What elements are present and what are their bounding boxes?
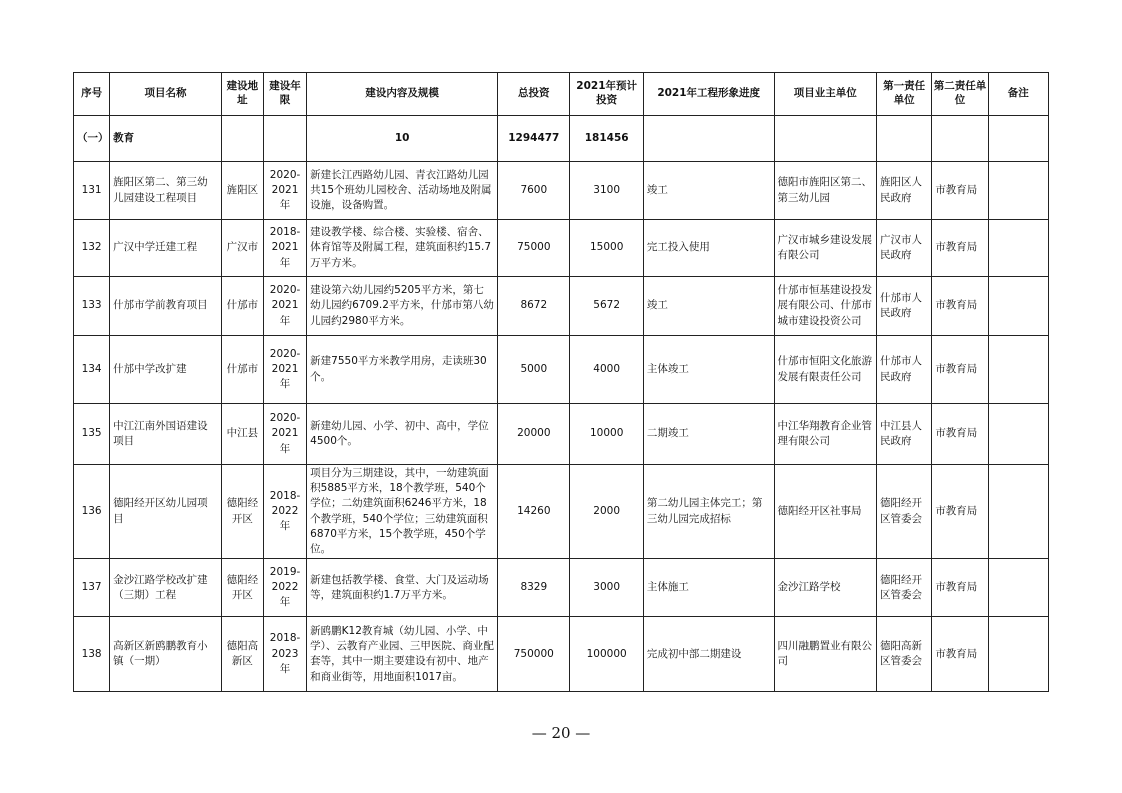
cell-resp2: 市教育局 (932, 277, 988, 336)
cell-plan2021: 100000 (570, 617, 643, 692)
table-row (74, 162, 1049, 220)
cell-plan2021: 3000 (570, 559, 643, 617)
section-row (74, 116, 1049, 162)
cell-name: 什邡市学前教育项目 (110, 277, 222, 336)
section-count: 10 (307, 116, 498, 162)
cell-content: 新建包括教学楼、食堂、大门及运动场等，建筑面积约1.7万平方米。 (307, 559, 498, 617)
cell-seq: 134 (74, 336, 110, 404)
cell-resp1: 德阳经开区管委会 (877, 465, 932, 559)
cell-resp2: 市教育局 (932, 559, 988, 617)
header-plan2021: 2021年预计投资 (570, 73, 643, 116)
cell-remark (988, 617, 1048, 692)
cell-period: 2018-2021年 (263, 220, 306, 277)
header-resp1: 第一责任单位 (877, 73, 932, 116)
cell-resp2: 市教育局 (932, 336, 988, 404)
cell-resp1: 广汉市人民政府 (877, 220, 932, 277)
cell-owner: 广汉市城乡建设发展有限公司 (774, 220, 877, 277)
cell-plan2021: 10000 (570, 404, 643, 465)
cell-remark (988, 336, 1048, 404)
cell-seq: 137 (74, 559, 110, 617)
cell-location: 德阳经开区 (221, 559, 263, 617)
cell-location: 什邡市 (221, 336, 263, 404)
table-row (74, 220, 1049, 277)
cell-progress: 竣工 (643, 277, 774, 336)
cell-location: 广汉市 (221, 220, 263, 277)
cell-location: 什邡市 (221, 277, 263, 336)
table-row (74, 277, 1049, 336)
cell-progress: 第二幼儿园主体完工；第三幼儿园完成招标 (643, 465, 774, 559)
header-row (74, 73, 1049, 116)
cell-owner: 什邡市恒基建设投发展有限公司、什邡市城市建设投资公司 (774, 277, 877, 336)
cell-period: 2020-2021年 (263, 277, 306, 336)
header-remark: 备注 (988, 73, 1048, 116)
cell-total: 5000 (498, 336, 570, 404)
cell-name: 高新区新鸥鹏教育小镇（一期） (110, 617, 222, 692)
cell-owner: 中江华翔教育企业管理有限公司 (774, 404, 877, 465)
cell-location: 德阳经开区 (221, 465, 263, 559)
cell-total: 7600 (498, 162, 570, 220)
cell-owner: 什邡市恒阳文化旅游发展有限责任公司 (774, 336, 877, 404)
header-progress: 2021年工程形象进度 (643, 73, 774, 116)
cell-name: 德阳经开区幼儿园项目 (110, 465, 222, 559)
cell-name: 旌阳区第二、第三幼儿园建设工程项目 (110, 162, 222, 220)
cell-seq: 132 (74, 220, 110, 277)
cell-total: 8329 (498, 559, 570, 617)
header-name: 项目名称 (110, 73, 222, 116)
cell-content: 新鸥鹏K12教育城（幼儿园、小学、中学）、云教育产业园、三甲医院、商业配套等，其中一期主要建设有初中、地产和商业街等，用地面积1017亩。 (307, 617, 498, 692)
cell-resp2: 市教育局 (932, 404, 988, 465)
cell-remark (988, 465, 1048, 559)
cell-seq: 136 (74, 465, 110, 559)
cell-remark (988, 220, 1048, 277)
header-content: 建设内容及规模 (307, 73, 498, 116)
section-seq: （一） (74, 116, 110, 162)
cell-content: 新建长江西路幼儿园、青衣江路幼儿园共15个班幼儿园校舍、活动场地及附属设施，设备购置。 (307, 162, 498, 220)
cell-resp1: 德阳高新区管委会 (877, 617, 932, 692)
cell-progress: 二期竣工 (643, 404, 774, 465)
cell-remark (988, 559, 1048, 617)
cell-name: 金沙江路学校改扩建（三期）工程 (110, 559, 222, 617)
header-resp2: 第二责任单位 (932, 73, 988, 116)
data-rows (74, 162, 1049, 692)
header-seq: 序号 (74, 73, 110, 116)
cell-remark (988, 162, 1048, 220)
page-number: — 20 — (531, 724, 591, 742)
cell-location: 旌阳区 (221, 162, 263, 220)
cell-remark (988, 277, 1048, 336)
cell-name: 中江江南外国语建设项目 (110, 404, 222, 465)
cell-period: 2018-2023年 (263, 617, 306, 692)
header-owner: 项目业主单位 (774, 73, 877, 116)
cell-resp2: 市教育局 (932, 617, 988, 692)
section-total: 1294477 (498, 116, 570, 162)
cell-resp1: 旌阳区人民政府 (877, 162, 932, 220)
cell-total: 8672 (498, 277, 570, 336)
cell-resp2: 市教育局 (932, 220, 988, 277)
cell-content: 新建7550平方米教学用房，走读班30个。 (307, 336, 498, 404)
cell-progress: 竣工 (643, 162, 774, 220)
cell-resp2: 市教育局 (932, 465, 988, 559)
cell-resp2: 市教育局 (932, 162, 988, 220)
table-row (74, 465, 1049, 559)
table-row (74, 336, 1049, 404)
cell-progress: 完成初中部二期建设 (643, 617, 774, 692)
cell-resp1: 什邡市人民政府 (877, 336, 932, 404)
cell-content: 新建幼儿园、小学、初中、高中，学位4500个。 (307, 404, 498, 465)
cell-owner: 德阳经开区社事局 (774, 465, 877, 559)
cell-plan2021: 3100 (570, 162, 643, 220)
cell-resp1: 中江县人民政府 (877, 404, 932, 465)
cell-period: 2020-2021年 (263, 162, 306, 220)
section-name: 教育 (110, 116, 222, 162)
cell-owner: 四川融鹏置业有限公司 (774, 617, 877, 692)
cell-plan2021: 2000 (570, 465, 643, 559)
cell-resp1: 德阳经开区管委会 (877, 559, 932, 617)
header-total: 总投资 (498, 73, 570, 116)
cell-plan2021: 4000 (570, 336, 643, 404)
cell-plan2021: 5672 (570, 277, 643, 336)
cell-period: 2020-2021年 (263, 404, 306, 465)
cell-content: 项目分为三期建设，其中，一幼建筑面积5885平方米，18个教学班，540个学位；二幼建筑面积6246平方米，18个教学班，540个学位；三幼建筑面积6870平方米，15个教学班，450个学位。 (307, 465, 498, 559)
cell-resp1: 什邡市人民政府 (877, 277, 932, 336)
cell-owner: 金沙江路学校 (774, 559, 877, 617)
cell-seq: 133 (74, 277, 110, 336)
cell-period: 2018-2022年 (263, 465, 306, 559)
table-row (74, 404, 1049, 465)
cell-total: 14260 (498, 465, 570, 559)
cell-progress: 主体竣工 (643, 336, 774, 404)
cell-location: 德阳高新区 (221, 617, 263, 692)
cell-progress: 完工投入使用 (643, 220, 774, 277)
cell-content: 建设教学楼、综合楼、实验楼、宿舍、体育馆等及附属工程，建筑面积约15.7万平方米。 (307, 220, 498, 277)
cell-owner: 德阳市旌阳区第二、第三幼儿园 (774, 162, 877, 220)
cell-location: 中江县 (221, 404, 263, 465)
cell-remark (988, 404, 1048, 465)
cell-period: 2019-2022年 (263, 559, 306, 617)
table-row (74, 559, 1049, 617)
section-plan2021: 181456 (570, 116, 643, 162)
table-row (74, 617, 1049, 692)
cell-name: 广汉中学迁建工程 (110, 220, 222, 277)
cell-content: 建设第六幼儿园约5205平方米，第七幼儿园约6709.2平方米，什邡市第八幼儿园约2980平方米。 (307, 277, 498, 336)
cell-progress: 主体施工 (643, 559, 774, 617)
header-location: 建设地址 (221, 73, 263, 116)
cell-plan2021: 15000 (570, 220, 643, 277)
cell-period: 2020-2021年 (263, 336, 306, 404)
cell-seq: 131 (74, 162, 110, 220)
cell-total: 20000 (498, 404, 570, 465)
cell-seq: 135 (74, 404, 110, 465)
cell-seq: 138 (74, 617, 110, 692)
cell-total: 75000 (498, 220, 570, 277)
header-period: 建设年限 (263, 73, 306, 116)
project-table (73, 72, 1049, 692)
cell-total: 750000 (498, 617, 570, 692)
cell-name: 什邡中学改扩建 (110, 336, 222, 404)
